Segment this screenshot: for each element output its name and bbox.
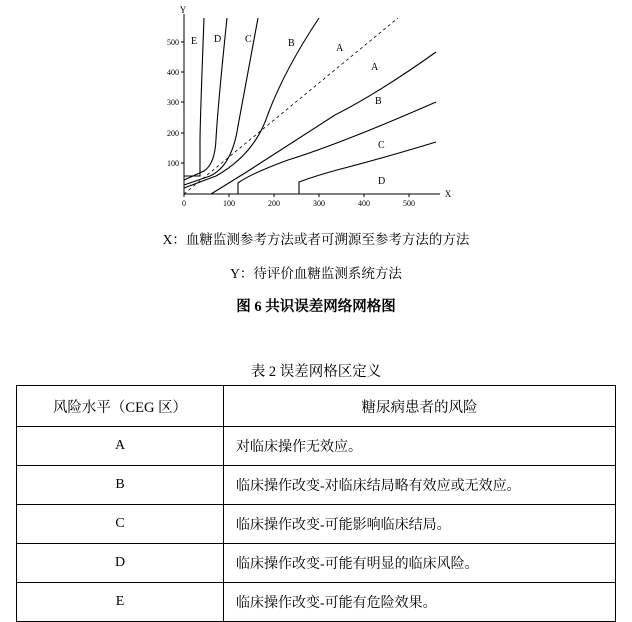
cell-level: C <box>17 505 224 544</box>
svg-text:200: 200 <box>268 199 280 208</box>
svg-text:E: E <box>191 36 198 47</box>
table-row <box>17 505 616 544</box>
cell-risk: 临床操作改变-对临床结局略有效应或无效应。 <box>224 466 616 505</box>
table-row <box>17 466 616 505</box>
chart-axis-label-y: Y <box>179 5 187 15</box>
svg-text:D: D <box>378 176 386 187</box>
caption-x-definition: X：血糖监测参考方法或者可溯源至参考方法的方法 <box>162 232 470 247</box>
svg-text:C: C <box>245 34 252 45</box>
svg-text:B: B <box>375 96 382 107</box>
cell-level: D <box>17 544 224 583</box>
svg-text:0: 0 <box>182 199 186 208</box>
cell-risk: 临床操作改变-可能影响临床结局。 <box>224 505 616 544</box>
table-row <box>17 544 616 583</box>
cell-level: B <box>17 466 224 505</box>
svg-text:D: D <box>214 34 222 45</box>
consensus-error-grid-chart <box>140 4 460 219</box>
svg-text:300: 300 <box>167 98 179 107</box>
table-header-risk-level: 风险水平（CEG 区） <box>17 386 224 427</box>
svg-text:A: A <box>336 43 344 54</box>
zone-boundaries-lower <box>211 52 436 194</box>
figure-title: 图 6 共识误差网络网格图 <box>236 299 396 315</box>
cell-level: E <box>17 583 224 622</box>
zone-letters <box>191 34 385 187</box>
chart-x-ticks <box>182 194 415 208</box>
table-row <box>17 427 616 466</box>
cell-level: A <box>17 427 224 466</box>
svg-text:A: A <box>371 62 379 73</box>
caption-y-definition: Y：待评价血糖监测系统方法 <box>230 266 402 281</box>
svg-text:B: B <box>288 38 295 49</box>
table-header-row <box>17 386 616 427</box>
svg-text:400: 400 <box>358 199 370 208</box>
table-header-patient-risk: 糖尿病患者的风险 <box>224 386 616 427</box>
svg-text:500: 500 <box>167 38 179 47</box>
svg-text:200: 200 <box>167 129 179 138</box>
cell-risk: 临床操作改变-可能有危险效果。 <box>224 583 616 622</box>
svg-text:100: 100 <box>223 199 235 208</box>
cell-risk: 临床操作改变-可能有明显的临床风险。 <box>224 544 616 583</box>
chart-y-ticks <box>167 38 184 168</box>
svg-text:C: C <box>378 140 385 151</box>
error-grid-zone-definition-table <box>16 385 616 622</box>
svg-text:100: 100 <box>167 159 179 168</box>
svg-text:500: 500 <box>403 199 415 208</box>
svg-text:300: 300 <box>313 199 325 208</box>
table-title: 表 2 误差网格区定义 <box>250 364 382 380</box>
svg-text:400: 400 <box>167 68 179 77</box>
table-row <box>17 583 616 622</box>
cell-risk: 对临床操作无效应。 <box>224 427 616 466</box>
chart-axis-label-x: X <box>444 189 452 199</box>
